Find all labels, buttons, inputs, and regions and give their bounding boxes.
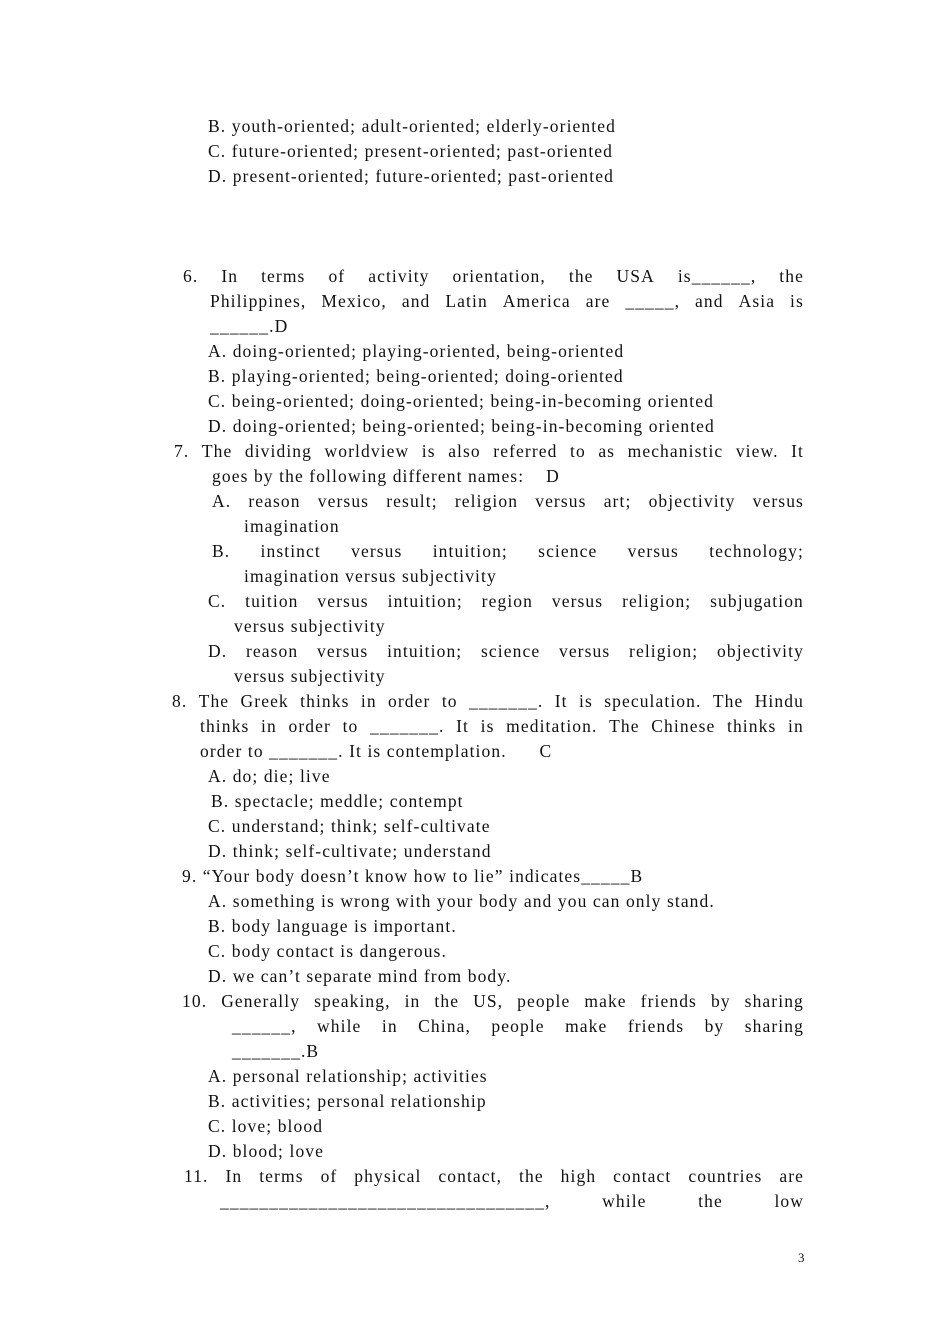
- word: 10.: [182, 991, 208, 1011]
- word: 6.: [183, 266, 199, 286]
- word: make: [584, 991, 627, 1011]
- q6-stem-line-1: [183, 264, 804, 289]
- q7-stem-line-1: [174, 439, 804, 464]
- word: Generally: [221, 991, 301, 1011]
- word: versus: [627, 541, 679, 561]
- page-number: 3: [798, 1250, 805, 1265]
- q9-option-b: B. body language is important.: [208, 916, 457, 936]
- q8-stem-line-2: [200, 714, 804, 739]
- word: friends: [627, 1016, 685, 1036]
- q8-stem-line-1: [172, 689, 804, 714]
- word: A.: [212, 491, 232, 511]
- word: is: [578, 691, 593, 711]
- q6-option-a: A. doing-oriented; playing-oriented, being-oriented: [208, 341, 625, 361]
- word: C.: [208, 591, 227, 611]
- word: ______,: [232, 1016, 297, 1036]
- word: _______.: [468, 691, 544, 711]
- word: mechanistic: [627, 441, 724, 461]
- word: countries: [688, 1166, 763, 1186]
- word: versus: [558, 641, 611, 661]
- q8-option-b: B. spectacle; meddle; contempt: [211, 791, 464, 811]
- q5-option-d: D. present-oriented; future-oriented; past-oriented: [208, 166, 614, 186]
- word: intuition;: [432, 541, 508, 561]
- q7-option-d-line-1: [208, 639, 804, 664]
- word: meditation.: [506, 716, 598, 736]
- q7-stem-line-2: goes by the following different names: D: [212, 466, 560, 486]
- word: versus: [752, 491, 804, 511]
- word: referred: [493, 441, 558, 461]
- word: _________________________________,: [220, 1191, 551, 1211]
- q5-option-b: B. youth-oriented; adult-oriented; elderly-oriented: [208, 116, 616, 136]
- q10-option-c: C. love; blood: [208, 1116, 324, 1136]
- word: 11.: [184, 1166, 209, 1186]
- word: while: [317, 1016, 362, 1036]
- word: _______.: [370, 716, 445, 736]
- word: physical: [354, 1166, 422, 1186]
- word: Latin: [445, 291, 488, 311]
- word: objectivity: [648, 491, 736, 511]
- word: versus: [317, 591, 369, 611]
- q7-option-a-line-2: imagination: [244, 516, 340, 536]
- q10-stem-line-3: _______.B: [232, 1041, 320, 1061]
- word: religion;: [629, 641, 699, 661]
- word: reason: [248, 491, 301, 511]
- word: by: [704, 1016, 725, 1036]
- word: It: [456, 716, 469, 736]
- word: contact,: [438, 1166, 503, 1186]
- word: intuition;: [387, 641, 463, 661]
- q6-stem-line-2: [210, 289, 804, 314]
- word: order: [288, 716, 331, 736]
- word: The: [201, 441, 233, 461]
- word: 7.: [174, 441, 190, 461]
- q6-option-d: D. doing-oriented; being-oriented; being-in-becoming oriented: [208, 416, 715, 436]
- word: science: [481, 641, 541, 661]
- word: are: [779, 1166, 804, 1186]
- word: are: [585, 291, 611, 311]
- q9-option-c: C. body contact is dangerous.: [208, 941, 447, 961]
- word: The: [198, 691, 230, 711]
- q6-option-b: B. playing-oriented; being-oriented; doing-oriented: [208, 366, 624, 386]
- word: technology;: [709, 541, 804, 561]
- word: D.: [208, 641, 228, 661]
- q10-option-b: B. activities; personal relationship: [208, 1091, 487, 1111]
- word: region: [481, 591, 533, 611]
- word: and: [695, 291, 724, 311]
- word: in: [404, 991, 421, 1011]
- word: In: [221, 266, 239, 286]
- word: while: [602, 1191, 647, 1211]
- word: thinks: [727, 716, 777, 736]
- word: as: [598, 441, 616, 461]
- word: Greek: [240, 691, 289, 711]
- word: and: [401, 291, 431, 311]
- word: friends: [640, 991, 697, 1011]
- word: is: [421, 441, 436, 461]
- word: order: [388, 691, 431, 711]
- word: science: [538, 541, 598, 561]
- q7-option-c-line-2: versus subjectivity: [234, 616, 386, 636]
- word: versus: [551, 591, 604, 611]
- word: tuition: [245, 591, 299, 611]
- word: in: [788, 716, 804, 736]
- word: terms: [261, 266, 306, 286]
- word: America: [502, 291, 571, 311]
- q7-option-d-line-2: versus subjectivity: [234, 666, 386, 686]
- q10-stem-line-2: [232, 1014, 804, 1039]
- word: objectivity: [717, 641, 804, 661]
- q8-option-c: C. understand; think; self-cultivate: [208, 816, 491, 836]
- word: also: [448, 441, 481, 461]
- word: in: [381, 1016, 398, 1036]
- word: versus: [317, 641, 369, 661]
- word: to: [342, 716, 359, 736]
- q11-stem-line-2: [220, 1189, 804, 1214]
- word: terms: [259, 1166, 304, 1186]
- word: of: [328, 266, 346, 286]
- word: sharing: [744, 991, 804, 1011]
- q10-stem-line-1: [182, 989, 804, 1014]
- word: to: [441, 691, 458, 711]
- word: US,: [473, 991, 504, 1011]
- word: orientation,: [452, 266, 546, 286]
- word: dividing: [244, 441, 313, 461]
- word: in: [261, 716, 277, 736]
- word: of: [320, 1166, 338, 1186]
- word: USA: [616, 266, 655, 286]
- q8-option-d: D. think; self-cultivate; understand: [208, 841, 492, 861]
- q10-option-d: D. blood; love: [208, 1141, 325, 1161]
- word: view.: [735, 441, 779, 461]
- word: reason: [245, 641, 299, 661]
- word: people: [491, 1016, 545, 1036]
- word: 8.: [172, 691, 188, 711]
- word: result;: [386, 491, 438, 511]
- word: Hindu: [754, 691, 804, 711]
- word: The: [609, 716, 640, 736]
- q7-option-b-line-2: imagination versus subjectivity: [244, 566, 497, 586]
- word: B.: [212, 541, 231, 561]
- word: China,: [418, 1016, 471, 1036]
- word: the: [434, 991, 460, 1011]
- q7-option-b-line-1: [212, 539, 804, 564]
- q7-option-c-line-1: [208, 589, 804, 614]
- q6-option-c: C. being-oriented; doing-oriented; being-in-becoming oriented: [208, 391, 714, 411]
- q9-option-a: A. something is wrong with your body and you can only stand.: [208, 891, 715, 911]
- word: versus: [317, 491, 370, 511]
- word: Mexico,: [321, 291, 387, 311]
- word: religion: [454, 491, 519, 511]
- word: _____,: [625, 291, 681, 311]
- word: the: [779, 266, 804, 286]
- word: people: [517, 991, 571, 1011]
- word: the: [519, 1166, 544, 1186]
- word: high: [560, 1166, 597, 1186]
- word: It: [554, 691, 568, 711]
- word: make: [565, 1016, 608, 1036]
- q9-stem: 9. “Your body doesn’t know how to lie” indicates_____B: [182, 866, 644, 886]
- word: versus: [351, 541, 403, 561]
- word: subjugation: [710, 591, 804, 611]
- word: low: [774, 1191, 804, 1211]
- word: Chinese: [651, 716, 716, 736]
- word: intuition;: [387, 591, 463, 611]
- word: art;: [603, 491, 632, 511]
- word: activity: [368, 266, 430, 286]
- word: is: [790, 291, 804, 311]
- q7-option-a-line-1: [212, 489, 804, 514]
- word: The: [712, 691, 744, 711]
- q6-stem-line-3: ______.D: [210, 316, 289, 336]
- word: sharing: [744, 1016, 804, 1036]
- word: worldview: [324, 441, 410, 461]
- word: speculation.: [604, 691, 702, 711]
- word: the: [568, 266, 594, 286]
- word: Philippines,: [210, 291, 307, 311]
- word: thinks: [300, 691, 350, 711]
- word: Asia: [738, 291, 776, 311]
- word: is______,: [677, 266, 757, 286]
- word: speaking,: [314, 991, 391, 1011]
- q8-stem-line-3: order to _______. It is contemplation. C: [200, 741, 553, 761]
- word: in: [360, 691, 377, 711]
- word: contact: [613, 1166, 672, 1186]
- word: by: [710, 991, 731, 1011]
- word: is: [480, 716, 495, 736]
- word: thinks: [200, 716, 250, 736]
- word: In: [225, 1166, 243, 1186]
- q8-option-a: A. do; die; live: [208, 766, 331, 786]
- word: to: [569, 441, 586, 461]
- word: It: [791, 441, 804, 461]
- word: versus: [535, 491, 587, 511]
- word: the: [698, 1191, 723, 1211]
- word: instinct: [260, 541, 321, 561]
- q9-option-d: D. we can’t separate mind from body.: [208, 966, 512, 986]
- q11-stem-line-1: [184, 1164, 804, 1189]
- q10-option-a: A. personal relationship; activities: [208, 1066, 488, 1086]
- word: religion;: [622, 591, 692, 611]
- q5-option-c: C. future-oriented; present-oriented; past-oriented: [208, 141, 613, 161]
